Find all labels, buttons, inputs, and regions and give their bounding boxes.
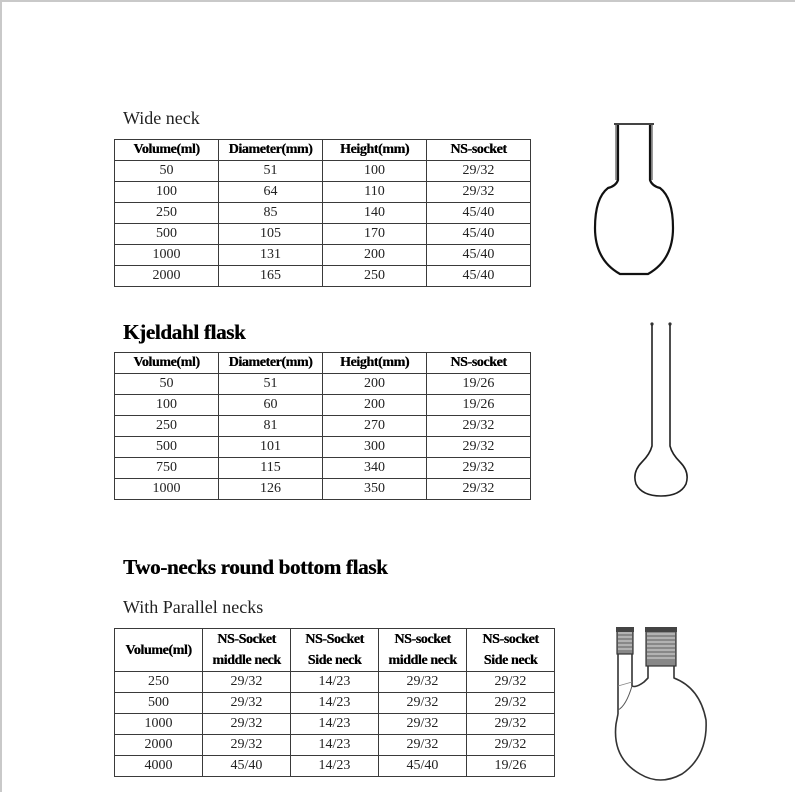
table-cell: 29/32 xyxy=(427,479,531,500)
table-body xyxy=(115,672,555,777)
table-cell: 29/32 xyxy=(379,714,467,735)
table-cell: 60 xyxy=(219,395,323,416)
header-volume xyxy=(115,629,203,672)
table-cell: 29/32 xyxy=(203,714,291,735)
table-cell: 105 xyxy=(219,224,323,245)
table-row xyxy=(115,714,555,735)
table-cell: 100 xyxy=(115,182,219,203)
table-cell: 165 xyxy=(219,266,323,287)
table-row xyxy=(115,224,531,245)
table-cell: 50 xyxy=(115,161,219,182)
table-cell: 29/32 xyxy=(467,672,555,693)
two-necks-table xyxy=(114,628,555,777)
table-cell: 14/23 xyxy=(291,714,379,735)
wide-neck-subtitle: Wide neck xyxy=(123,108,200,128)
table-header-row xyxy=(115,140,531,161)
table-cell: 45/40 xyxy=(427,224,531,245)
table-cell: 14/23 xyxy=(291,735,379,756)
table-cell: 140 xyxy=(323,203,427,224)
header-volume: Volume(ml) xyxy=(115,353,219,374)
table-row xyxy=(115,245,531,266)
table-cell: 64 xyxy=(219,182,323,203)
table-cell: 100 xyxy=(115,395,219,416)
table-row xyxy=(115,416,531,437)
table-row xyxy=(115,672,555,693)
table-cell: 250 xyxy=(323,266,427,287)
table-cell: 500 xyxy=(115,224,219,245)
header-volume-label: Volume(ml) xyxy=(125,642,192,658)
table-cell: 250 xyxy=(115,416,219,437)
wide-neck-table xyxy=(114,139,531,287)
table-cell: 100 xyxy=(323,161,427,182)
table-cell: 250 xyxy=(115,203,219,224)
header-line-2: middle neck xyxy=(388,653,457,668)
table-cell: 45/40 xyxy=(427,266,531,287)
table-header-row xyxy=(115,629,555,672)
table-cell: 350 xyxy=(323,479,427,500)
table-cell: 19/26 xyxy=(427,374,531,395)
table-cell: 1000 xyxy=(115,479,219,500)
header-ns-socket-middle-neck-1 xyxy=(203,629,291,672)
table-cell: 4000 xyxy=(115,756,203,777)
table-cell: 45/40 xyxy=(427,203,531,224)
table-cell: 29/32 xyxy=(379,672,467,693)
table-cell: 29/32 xyxy=(203,672,291,693)
table-cell: 29/32 xyxy=(427,161,531,182)
header-line-1: NS-socket xyxy=(394,632,451,647)
table-row xyxy=(115,458,531,479)
table-cell: 270 xyxy=(323,416,427,437)
wide-neck-flat-bottom-flask-icon xyxy=(592,120,678,282)
two-neck-round-bottom-flask-icon xyxy=(604,624,712,784)
table-cell: 81 xyxy=(219,416,323,437)
table-row xyxy=(115,395,531,416)
kjeldahl-table xyxy=(114,352,531,500)
header-ns-socket-middle-neck-2 xyxy=(379,629,467,672)
table-row xyxy=(115,756,555,777)
table-cell: 200 xyxy=(323,245,427,266)
table-cell: 29/32 xyxy=(467,735,555,756)
table-cell: 250 xyxy=(115,672,203,693)
table-cell: 85 xyxy=(219,203,323,224)
table-cell: 200 xyxy=(323,374,427,395)
table-row xyxy=(115,479,531,500)
table-cell: 340 xyxy=(323,458,427,479)
header-ns-socket: NS-socket xyxy=(427,353,531,374)
table-cell: 1000 xyxy=(115,714,203,735)
table-row xyxy=(115,161,531,182)
table-body xyxy=(115,374,531,500)
header-line-1: NS-socket xyxy=(482,632,539,647)
table-cell: 29/32 xyxy=(427,182,531,203)
table-cell: 45/40 xyxy=(427,245,531,266)
table-row xyxy=(115,693,555,714)
header-line-2: Side neck xyxy=(307,653,362,668)
table-cell: 29/32 xyxy=(427,416,531,437)
table-cell: 500 xyxy=(115,693,203,714)
kjeldahl-flask-icon xyxy=(628,320,692,500)
table-cell: 170 xyxy=(323,224,427,245)
table-cell: 750 xyxy=(115,458,219,479)
table-row xyxy=(115,374,531,395)
table-row xyxy=(115,182,531,203)
table-cell: 51 xyxy=(219,374,323,395)
header-height: Height(mm) xyxy=(323,140,427,161)
table-cell: 29/32 xyxy=(203,693,291,714)
table-cell: 500 xyxy=(115,437,219,458)
header-diameter: Diameter(mm) xyxy=(219,353,323,374)
table-cell: 300 xyxy=(323,437,427,458)
table-cell: 29/32 xyxy=(379,693,467,714)
table-cell: 14/23 xyxy=(291,756,379,777)
header-ns-socket: NS-socket xyxy=(427,140,531,161)
table-cell: 131 xyxy=(219,245,323,266)
table-cell: 200 xyxy=(323,395,427,416)
header-line-1: NS-Socket xyxy=(305,632,364,647)
table-cell: 2000 xyxy=(115,266,219,287)
header-ns-socket-side-neck-2 xyxy=(467,629,555,672)
table-cell: 14/23 xyxy=(291,672,379,693)
table-cell: 29/32 xyxy=(427,437,531,458)
table-cell: 45/40 xyxy=(379,756,467,777)
two-necks-title: Two-necks round bottom flask xyxy=(123,555,388,579)
table-row xyxy=(115,203,531,224)
table-cell: 29/32 xyxy=(467,714,555,735)
table-cell: 45/40 xyxy=(203,756,291,777)
table-cell: 51 xyxy=(219,161,323,182)
table-cell: 2000 xyxy=(115,735,203,756)
header-volume: Volume(ml) xyxy=(115,140,219,161)
table-row xyxy=(115,266,531,287)
table-cell: 126 xyxy=(219,479,323,500)
table-cell: 29/32 xyxy=(379,735,467,756)
header-height: Height(mm) xyxy=(323,353,427,374)
table-header-row xyxy=(115,353,531,374)
table-cell: 50 xyxy=(115,374,219,395)
header-ns-socket-side-neck-1 xyxy=(291,629,379,672)
table-cell: 14/23 xyxy=(291,693,379,714)
table-cell: 29/32 xyxy=(467,693,555,714)
table-cell: 1000 xyxy=(115,245,219,266)
table-cell: 110 xyxy=(323,182,427,203)
table-cell: 29/32 xyxy=(203,735,291,756)
header-line-1: NS-Socket xyxy=(217,632,276,647)
table-cell: 19/26 xyxy=(467,756,555,777)
table-row xyxy=(115,735,555,756)
table-cell: 19/26 xyxy=(427,395,531,416)
table-body xyxy=(115,161,531,287)
table-cell: 115 xyxy=(219,458,323,479)
header-diameter: Diameter(mm) xyxy=(219,140,323,161)
table-row xyxy=(115,437,531,458)
two-necks-subtitle: With Parallel necks xyxy=(123,597,264,617)
table-cell: 29/32 xyxy=(427,458,531,479)
header-line-2: middle neck xyxy=(212,653,281,668)
table-cell: 101 xyxy=(219,437,323,458)
kjeldahl-title: Kjeldahl flask xyxy=(123,320,246,344)
header-line-2: Side neck xyxy=(483,653,538,668)
